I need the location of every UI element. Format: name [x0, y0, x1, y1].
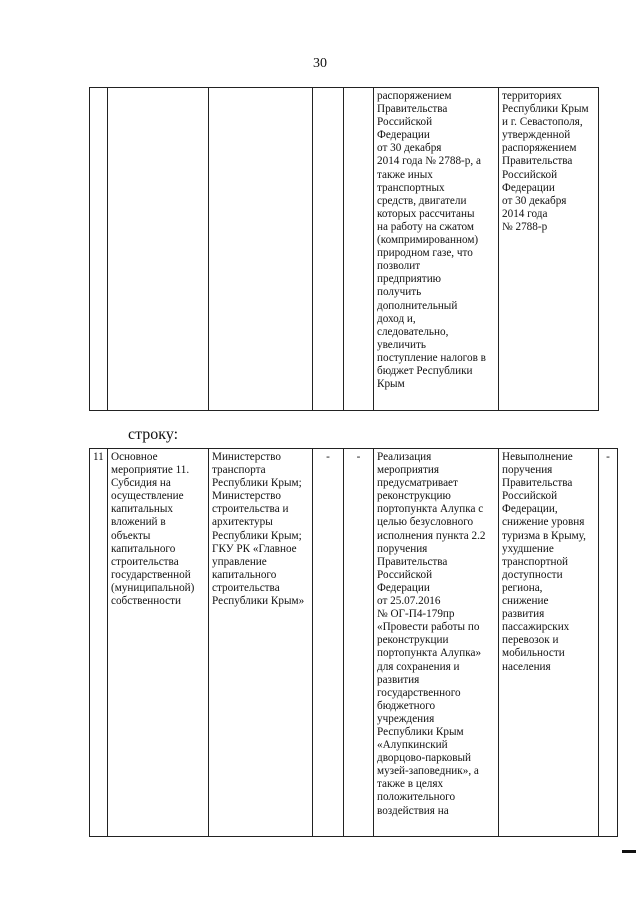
cell-consequences: Невыполнение поручения Правительства Российской Федерации, снижение уровня туризма в Крыму, ухудшение транспортной доступности региона, снижение развития пассажирских перевозок и мобильности населения: [499, 449, 599, 837]
section-label: строку:: [128, 426, 179, 443]
table-continuation: [89, 87, 599, 411]
cell-number: [90, 88, 108, 411]
cell-number: 11: [90, 449, 108, 837]
cell-link: -: [599, 449, 618, 837]
cell-start: [313, 88, 344, 411]
table-new-row: [89, 448, 618, 837]
cell-measure: [108, 88, 209, 411]
cell-result: Реализация мероприятия предусматривает реконструкцию портопункта Алупка с целью безусловного исполнения пункта 2.2 поручения Правительства Российской Федерации от 25.07.2016 № ОГ-П4-179пр «Провести работы по реконструкции портопункта Алупка» для сохранения и развития государственного бюджетного учреждения Республики Крым «Алупкинский дворцово-парковый музей-заповедник», а также в целях положительного воздействия на: [374, 449, 499, 837]
cell-result: распоряжением Правительства Российской Федерации от 30 декабря 2014 года № 2788-р, а также иных транспортных средств, двигатели которых рассчитаны на работу на сжатом (компримированном) природном газе, что позволит предприятию получить дополнительный доход и, следовательно, увеличить поступление налогов в бюджет Республики Крым: [374, 88, 499, 411]
cell-start: -: [313, 449, 344, 837]
cell-executor: Министерство транспорта Республики Крым; Министерство строительства и архитектуры Республики Крым; ГКУ РК «Главное управление капитального строительства Республики Крым»: [209, 449, 313, 837]
edge-mark: [622, 850, 636, 853]
cell-executor: [209, 88, 313, 411]
cell-end: [344, 88, 374, 411]
cell-end: -: [344, 449, 374, 837]
page-number: 30: [313, 56, 327, 71]
cell-measure: Основное мероприятие 11. Субсидия на осуществление капитальных вложений в объекты капитального строительства государственной (муниципальной) собственности: [108, 449, 209, 837]
cell-consequences: территориях Республики Крым и г. Севастополя, утвержденной распоряжением Правительства Российской Федерации от 30 декабря 2014 года № 2788-р: [499, 88, 599, 411]
